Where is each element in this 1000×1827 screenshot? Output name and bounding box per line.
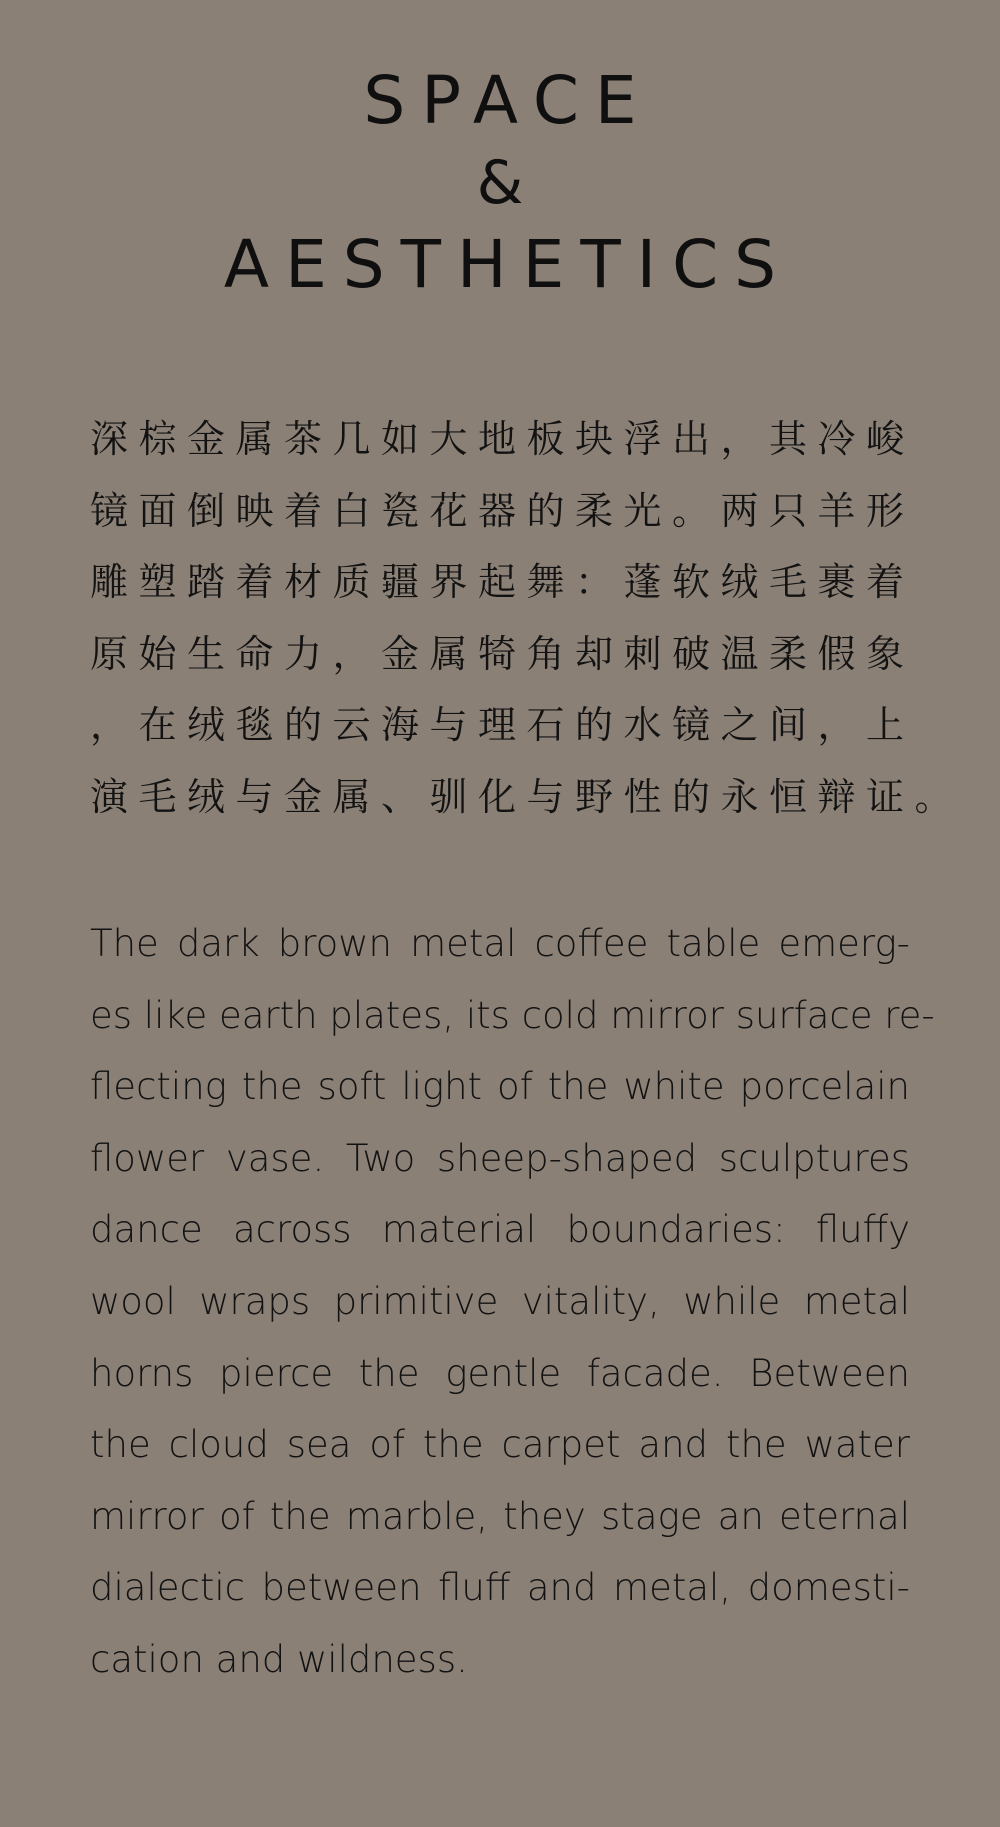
english-paragraph — [90, 908, 935, 1696]
english-line: horns pierce the gentle facade. Between — [90, 1351, 910, 1395]
english-line: dialectic between fluff and metal, domesti- — [90, 1566, 910, 1610]
chinese-line: ，在绒毯的云海与理石的水镜之间，上 — [90, 703, 915, 748]
english-line: mirror of the marble, they stage an eternal — [90, 1494, 910, 1538]
chinese-line: 原始生命力，金属犄角却刺破温柔假象 — [90, 631, 915, 676]
english-line: The dark brown metal coffee table emerg- — [90, 922, 910, 965]
chinese-paragraph — [90, 404, 970, 834]
english-line: the cloud sea of the carpet and the water — [90, 1423, 910, 1467]
chinese-line: 深棕金属茶几如大地板块浮出，其冷峻 — [90, 417, 915, 461]
chinese-line: 镜面倒映着白瓷花器的柔光。两只羊形 — [90, 488, 915, 533]
page-title — [0, 60, 1000, 306]
english-line: flecting the soft light of the white porcelain — [90, 1065, 910, 1109]
title-line-aesthetics: AESTHETICS — [223, 226, 793, 303]
english-line: flower vase. Two sheep-shaped sculptures — [90, 1136, 910, 1180]
chinese-line: 演毛绒与金属、驯化与野性的永恒辩证。 — [90, 774, 964, 819]
english-line: dance across material boundaries: fluffy — [90, 1208, 910, 1252]
english-line: wool wraps primitive vitality, while metal — [90, 1279, 910, 1323]
english-line: cation and wildness. — [90, 1637, 468, 1681]
english-line: es like earth plates, its cold mirror surface re- — [90, 993, 935, 1037]
title-line-space: SPACE — [363, 62, 653, 139]
chinese-line: 雕塑踏着材质疆界起舞：蓬软绒毛裹着 — [90, 560, 915, 605]
title-ampersand: & — [476, 148, 524, 218]
